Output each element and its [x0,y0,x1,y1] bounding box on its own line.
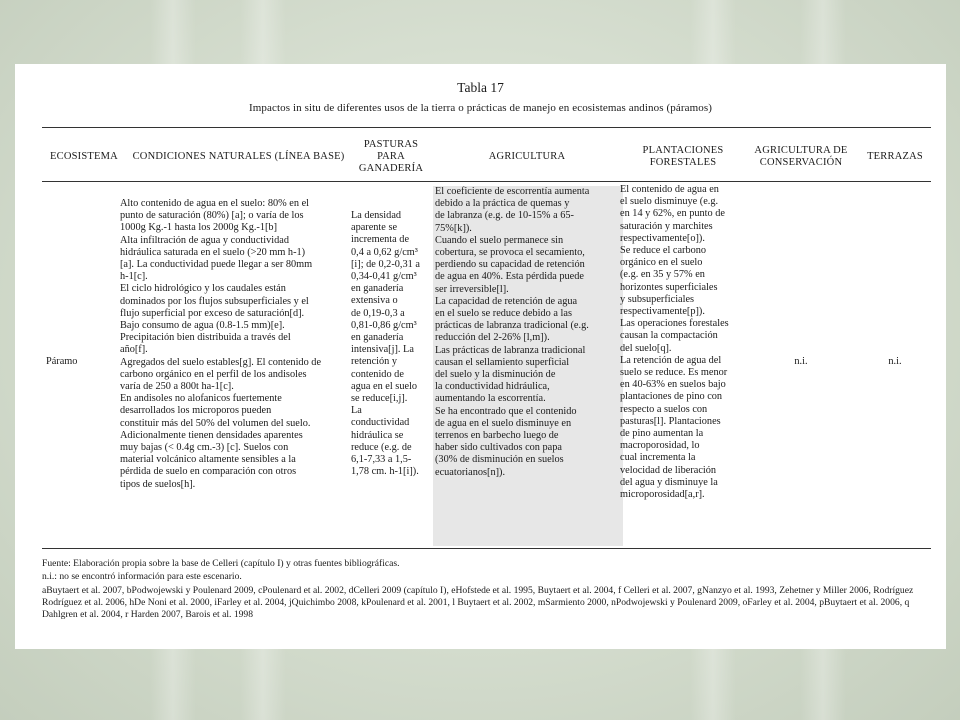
footnote-references: aBuytaert et al. 2007, bPodwojewski y Poulenard 2009, cPoulenard et al. 2002, dCelleri 2009 (capítulo I), eHofstede et al. 1995, Buytaert et al. 2004, f Celleri et al. 2007, gNanzyo et al. 1993, Zehetner y Miller 2006, Rodríguez Rodríguez et al. 2006, hDe Noni et al. 2000, iFarley et al. 2004, jQuichimbo 2008, kPoulenard et al. 2001, l Buytaert et al. 2002, mSarmiento 2000, nPodwojewski y Poulenard 2009, oFarley et al. 2004, pBuytaert et al. 2006, q Dahlgren et al. 2004, r Harden 2007, Barois et al. 1998 [42,585,914,620]
table-top-rule [42,127,931,128]
header-condiciones: CONDICIONES NATURALES (LÍNEA BASE) [132,151,345,162]
header-pasturas: PASTURAS PARA GANADERÍA [358,139,424,174]
cell-plantaciones: El contenido de agua en el suelo disminuye (e.g. en 14 y 62%, en punto de saturación y marchites respectivamente[o]). Se reduce el carbono orgánico en el suelo (e.g. en 35 y 57% en horizontes superficiales y subsuperficiales respectivamente[p]). Las operaciones forestales causan la compactación del suelo[q]. La retención de agua del suelo se reduce. Es menor en 40-63% en suelos bajo plantaciones de pino con respecto a suelos con pasturas[l]. Plantaciones de pino aumentan la macroporosidad, lo cual incrementa la velocidad de liberación del agua y disminuye la microporosidad[a,r]. [620,184,729,501]
header-ecosistema: ECOSISTEMA [50,151,118,162]
footnote-ni: n.i.: no se encontró información para este escenario. [42,571,242,582]
table-subtitle: Impactos in situ de diferentes usos de la tierra o prácticas de manejo en ecosistemas andinos (páramos) [249,102,712,114]
header-plantaciones: PLANTACIONES FORESTALES [642,145,724,168]
cell-ecosistema: Páramo [46,356,78,367]
header-agricultura: AGRICULTURA [488,151,566,162]
cell-conservacion: n.i. [794,356,808,367]
cell-terrazas: n.i. [888,356,902,367]
table-bottom-rule [42,548,931,549]
table-title: Tabla 17 [457,80,504,95]
header-conservacion: AGRICULTURA DE CONSERVACIÓN [754,145,848,168]
cell-condiciones: Alto contenido de agua en el suelo: 80% en el punto de saturación (80%) [a]; o varía de los 1000g Kg.-1 hasta los 2000g Kg.-1[b] Alta infiltración de agua y conductividad hidráulica saturada en el suelo (>20 mm h-1) [a]. La conductividad puede llegar a ser 80mm h-1[c]. El ciclo hidrológico y los caudales están dominados por los flujos subsuperficiales y el flujo superficial por exceso de saturación[d]. Bajo consumo de agua (0.8-1.5 mm)[e]. Precipitación bien distribuida a través del año[f]. Agregados del suelo estables[g]. El contenido de carbono orgánico en el perfil de los andisoles varía de 250 a 800t ha-1[c]. En andisoles no alofanicos fuertemente desarrollados los microporos pueden constituir más del 50% del volumen del suelo. Adicionalmente tienen densidades aparentes muy bajas (< 0.4g cm.-3) [c]. Suelos con material volcánico altamente sensibles a la pérdida de suelo en comparación con otros tipos de suelos[h]. [120,198,322,490]
footnote-fuente: Fuente: Elaboración propia sobre la base de Celleri (capítulo I) y otras fuentes bibliográficas. [42,558,400,569]
header-terrazas: TERRAZAS [867,151,923,162]
header-bottom-rule [42,181,931,182]
cell-agricultura: El coeficiente de escorrentía aumenta debido a la práctica de quemas y de labranza (e.g. de 10-15% a 65- 75%[k]). Cuando el suelo permanece sin cobertura, se provoca el secamiento, perdiendo su capacidad de retención de agua en 40%. Esta pérdida puede ser irreversible[l]. La capacidad de retención de agua en el suelo se reduce debido a las prácticas de labranza tradicional (e.g. reducción del 2-26% [l,m]). Las prácticas de labranza tradicional causan el sellamiento superficial del suelo y la disminución de la conductividad hidráulica, aumentando la escorrentía. Se ha encontrado que el contenido de agua en el suelo disminuye en terrenos en barbecho luego de haber sido cultivados con papa (30% de disminución en suelos ecuatorianos[n]). [433,186,623,546]
document-page [15,64,946,649]
cell-pasturas: La densidad aparente se incrementa de 0,4 a 0,62 g/cm³ [i]; de 0,2-0,31 a 0,34-0,41 g/cm³ en ganadería extensiva o de 0,19-0,3 a 0,81-0,86 g/cm³ en ganadería intensiva[j]. La retención y contenido de agua en el suelo se reduce[i,j]. La conductividad hidráulica se reduce (e.g. de 6,1-7,33 a 1,5- 1,78 cm. h-1[i]). [351,210,420,478]
